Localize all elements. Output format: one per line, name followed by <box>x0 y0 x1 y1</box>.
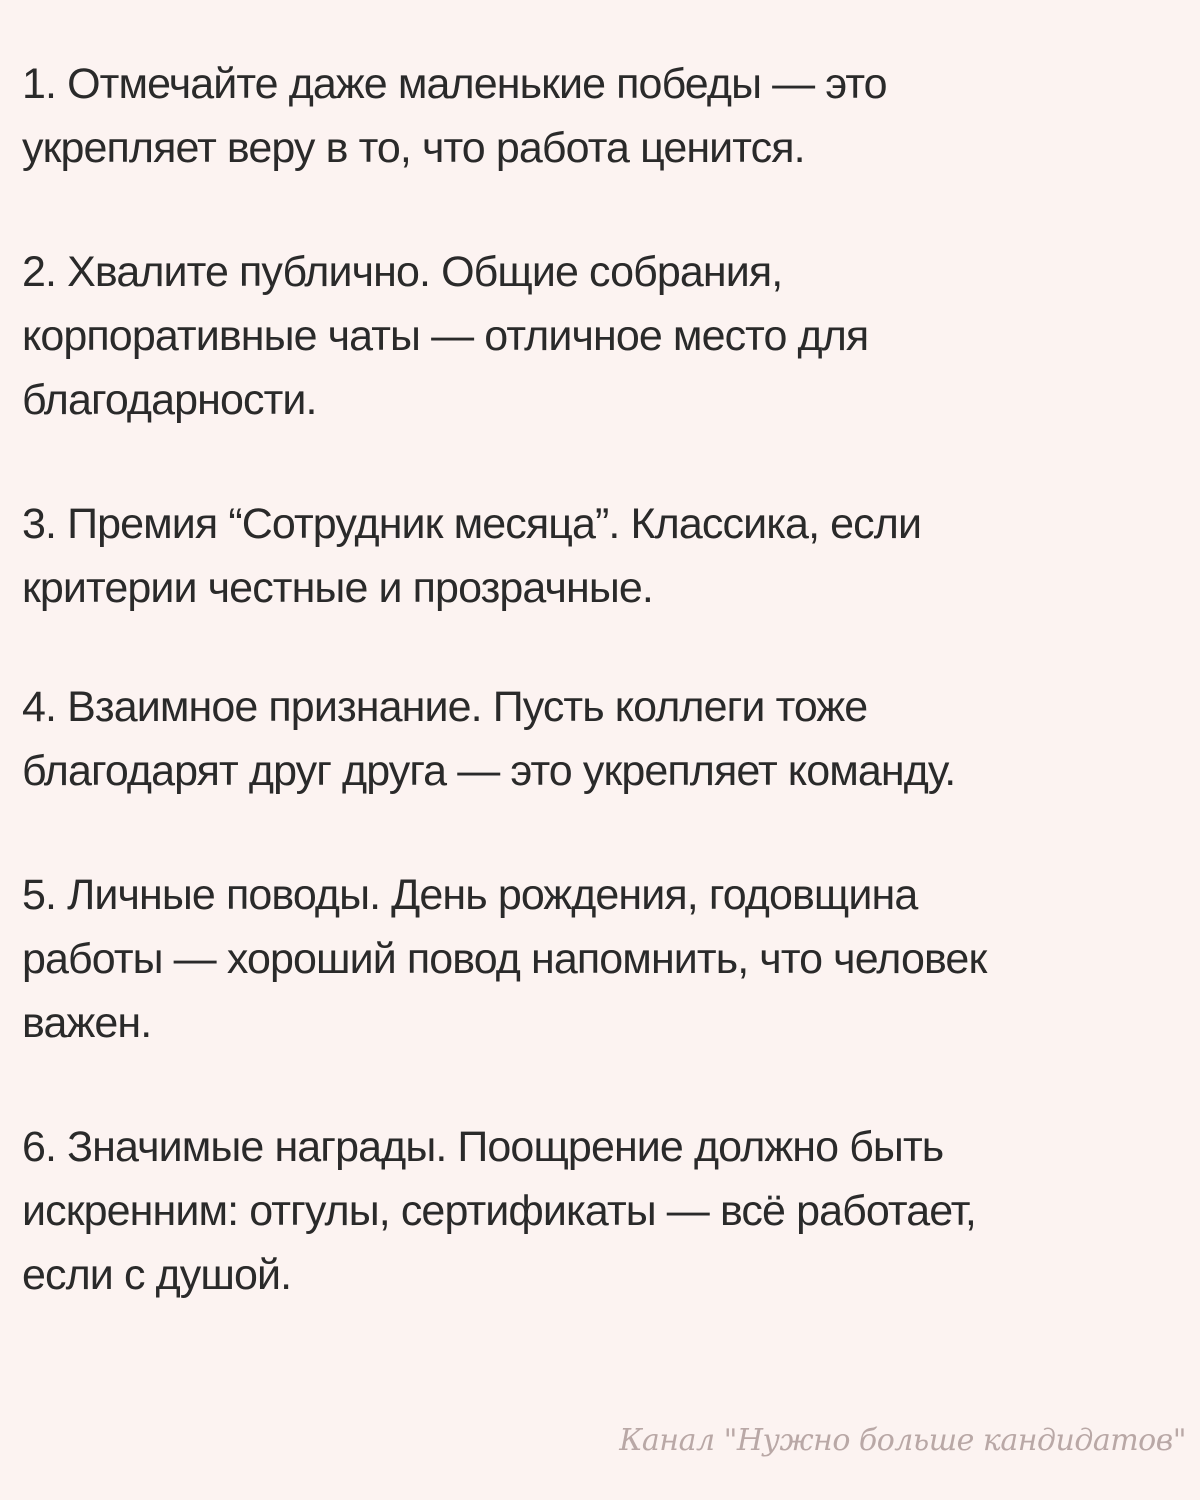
tip-5-line-1: 5. Личные поводы. День рождения, годовщина <box>22 871 918 919</box>
tip-5-line-3: важен. <box>22 999 152 1047</box>
tip-item-2 <box>22 240 1172 432</box>
tip-2-line-2: корпоративные чаты — отличное место для <box>22 312 869 360</box>
tip-4-line-2: благодарят друг друга — это укрепляет команду. <box>22 747 956 795</box>
tip-6-line-3: если с душой. <box>22 1251 292 1299</box>
channel-watermark: Канал "Нужно больше кандидатов" <box>619 1423 1186 1458</box>
tip-item-1 <box>22 52 1172 180</box>
tip-3-line-1: 3. Премия “Сотрудник месяца”. Классика, если <box>22 500 922 548</box>
tip-3-line-2: критерии честные и прозрачные. <box>22 564 653 612</box>
tip-1-line-2: укрепляет веру в то, что работа ценится. <box>22 124 805 172</box>
tip-item-3 <box>22 492 1172 620</box>
tip-1-line-1: 1. Отмечайте даже маленькие победы — это <box>22 60 887 108</box>
tip-item-4 <box>22 675 1172 803</box>
tip-6-line-1: 6. Значимые награды. Поощрение должно быть <box>22 1123 944 1171</box>
tips-list <box>22 52 1172 1367</box>
tip-item-6 <box>22 1115 1172 1307</box>
tip-6-line-2: искренним: отгулы, сертификаты — всё работает, <box>22 1187 976 1235</box>
tip-5-line-2: работы — хороший повод напомнить, что человек <box>22 935 987 983</box>
tip-item-5 <box>22 863 1172 1055</box>
tip-2-line-3: благодарности. <box>22 376 317 424</box>
tip-4-line-1: 4. Взаимное признание. Пусть коллеги тоже <box>22 683 868 731</box>
tip-2-line-1: 2. Хвалите публично. Общие собрания, <box>22 248 783 296</box>
